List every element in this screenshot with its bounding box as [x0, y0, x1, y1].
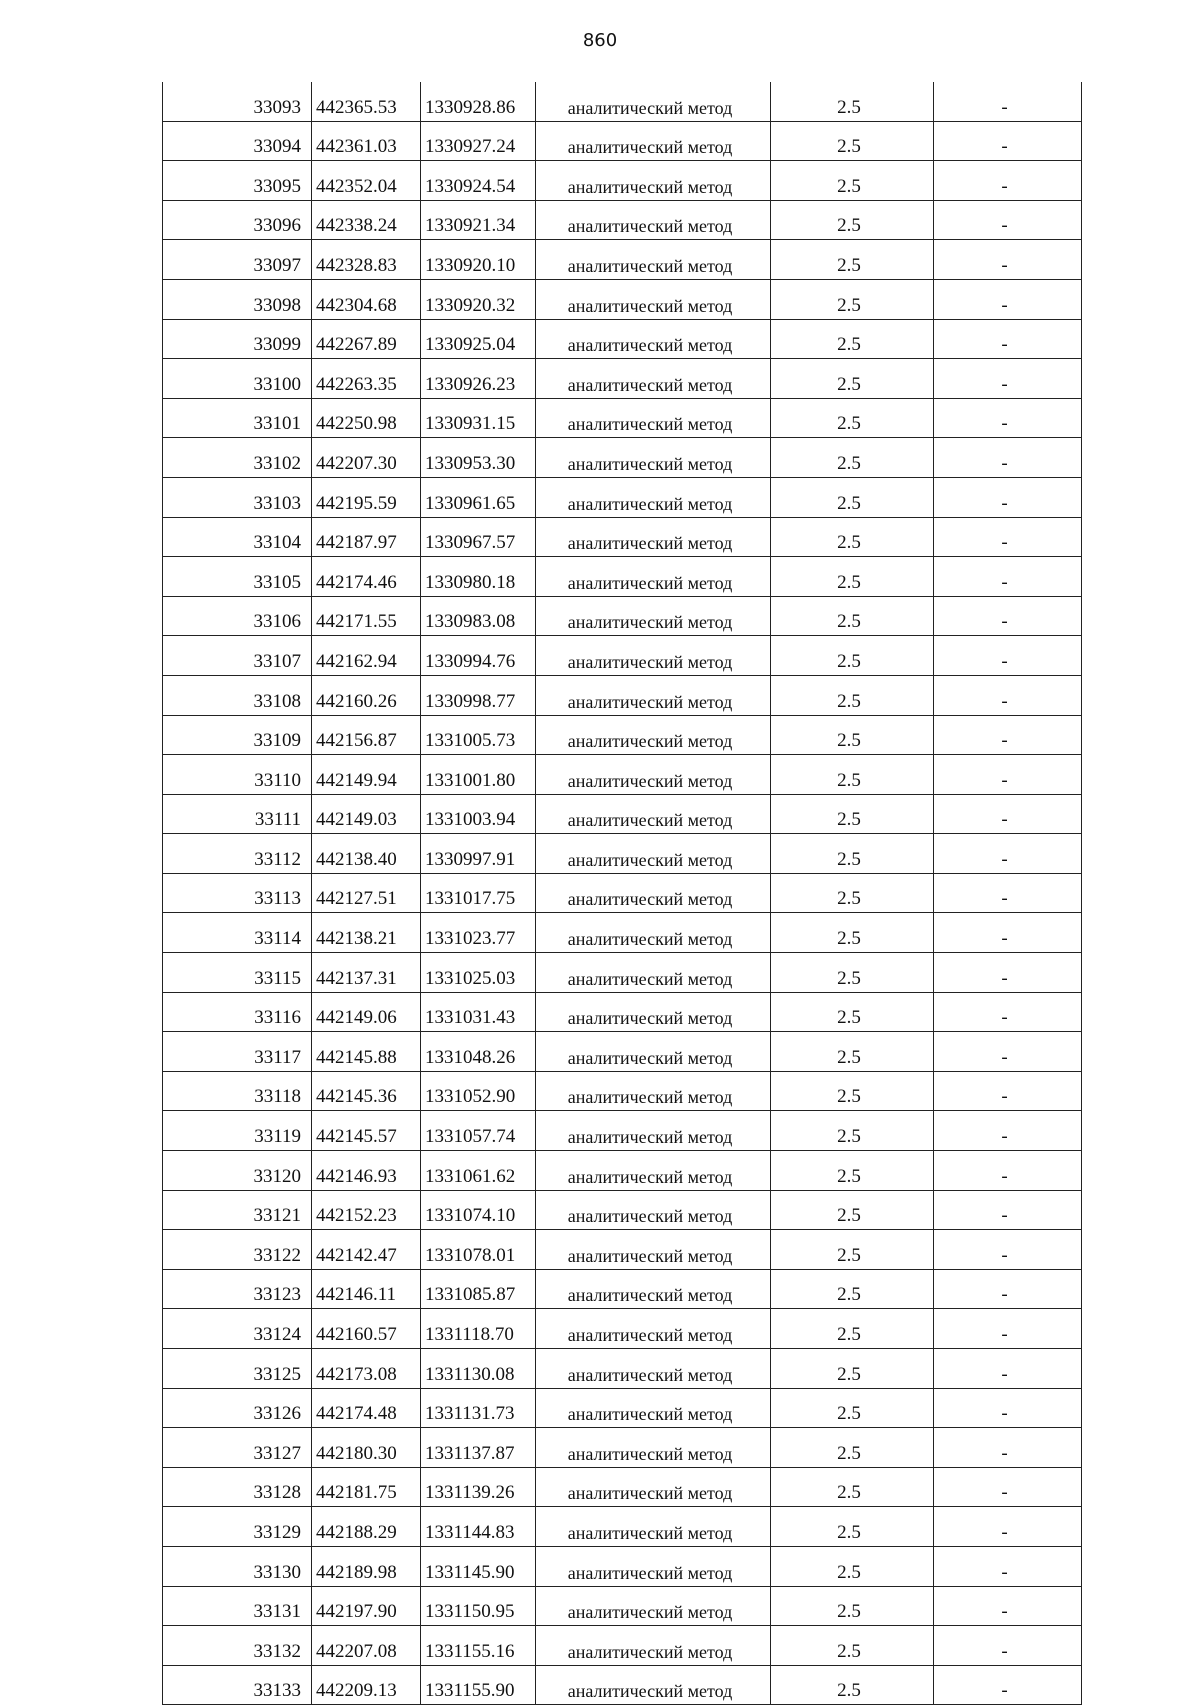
point-number-cell: 33094 — [163, 121, 312, 161]
coordinate-y-cell: 1331061.62 — [421, 1151, 536, 1191]
coordinate-x-cell: 442145.57 — [312, 1111, 421, 1151]
method-cell: аналитический метод — [536, 794, 771, 834]
method-cell: аналитический метод — [536, 438, 771, 478]
coordinate-y-cell: 1331131.73 — [421, 1388, 536, 1428]
coordinate-x-cell: 442338.24 — [312, 200, 421, 240]
method-cell: аналитический метод — [536, 1546, 771, 1586]
description-cell: - — [934, 200, 1082, 240]
method-cell: аналитический метод — [536, 992, 771, 1032]
method-cell: аналитический метод — [536, 557, 771, 597]
point-number-cell: 33108 — [163, 675, 312, 715]
point-number-cell: 33127 — [163, 1428, 312, 1468]
point-number-cell: 33097 — [163, 240, 312, 280]
method-cell: аналитический метод — [536, 636, 771, 676]
table-row — [163, 1467, 1082, 1507]
accuracy-cell: 2.5 — [771, 794, 934, 834]
point-number-cell: 33111 — [163, 794, 312, 834]
coordinate-y-cell: 1331118.70 — [421, 1309, 536, 1349]
method-cell: аналитический метод — [536, 1071, 771, 1111]
accuracy-cell: 2.5 — [771, 636, 934, 676]
description-cell: - — [934, 121, 1082, 161]
coordinate-y-cell: 1330961.65 — [421, 477, 536, 517]
accuracy-cell: 2.5 — [771, 1190, 934, 1230]
coordinate-y-cell: 1331139.26 — [421, 1467, 536, 1507]
table-row — [163, 121, 1082, 161]
method-cell: аналитический метод — [536, 1032, 771, 1072]
coordinate-x-cell: 442361.03 — [312, 121, 421, 161]
accuracy-cell: 2.5 — [771, 240, 934, 280]
accuracy-cell: 2.5 — [771, 1349, 934, 1389]
method-cell: аналитический метод — [536, 675, 771, 715]
coordinates-table — [162, 82, 1082, 1705]
point-number-cell: 33098 — [163, 279, 312, 319]
point-number-cell: 33093 — [163, 82, 312, 121]
description-cell: - — [934, 596, 1082, 636]
table-row — [163, 794, 1082, 834]
description-cell: - — [934, 240, 1082, 280]
description-cell: - — [934, 992, 1082, 1032]
description-cell: - — [934, 1626, 1082, 1666]
coordinate-x-cell: 442149.03 — [312, 794, 421, 834]
table-row — [163, 1428, 1082, 1468]
accuracy-cell: 2.5 — [771, 319, 934, 359]
page-number: 860 — [582, 30, 618, 51]
accuracy-cell: 2.5 — [771, 517, 934, 557]
method-cell: аналитический метод — [536, 279, 771, 319]
point-number-cell: 33130 — [163, 1546, 312, 1586]
accuracy-cell: 2.5 — [771, 1626, 934, 1666]
coordinate-x-cell: 442137.31 — [312, 953, 421, 993]
description-cell: - — [934, 1190, 1082, 1230]
table-row — [163, 517, 1082, 557]
accuracy-cell: 2.5 — [771, 1032, 934, 1072]
accuracy-cell: 2.5 — [771, 1388, 934, 1428]
coordinate-x-cell: 442181.75 — [312, 1467, 421, 1507]
method-cell: аналитический метод — [536, 1309, 771, 1349]
description-cell: - — [934, 873, 1082, 913]
method-cell: аналитический метод — [536, 1665, 771, 1705]
method-cell: аналитический метод — [536, 715, 771, 755]
point-number-cell: 33103 — [163, 477, 312, 517]
table-row — [163, 1586, 1082, 1626]
description-cell: - — [934, 517, 1082, 557]
coordinate-x-cell: 442365.53 — [312, 82, 421, 121]
table-row — [163, 319, 1082, 359]
coordinate-x-cell: 442174.46 — [312, 557, 421, 597]
coordinate-y-cell: 1331074.10 — [421, 1190, 536, 1230]
table-row — [163, 1230, 1082, 1270]
coordinate-y-cell: 1330928.86 — [421, 82, 536, 121]
description-cell: - — [934, 82, 1082, 121]
accuracy-cell: 2.5 — [771, 359, 934, 399]
table-row — [163, 557, 1082, 597]
method-cell: аналитический метод — [536, 477, 771, 517]
coordinate-x-cell: 442173.08 — [312, 1349, 421, 1389]
coordinate-y-cell: 1330998.77 — [421, 675, 536, 715]
description-cell: - — [934, 755, 1082, 795]
method-cell: аналитический метод — [536, 1626, 771, 1666]
description-cell: - — [934, 1309, 1082, 1349]
coordinate-y-cell: 1330967.57 — [421, 517, 536, 557]
coordinate-x-cell: 442149.06 — [312, 992, 421, 1032]
description-cell: - — [934, 438, 1082, 478]
accuracy-cell: 2.5 — [771, 398, 934, 438]
point-number-cell: 33102 — [163, 438, 312, 478]
method-cell: аналитический метод — [536, 1230, 771, 1270]
method-cell: аналитический метод — [536, 1349, 771, 1389]
accuracy-cell: 2.5 — [771, 992, 934, 1032]
description-cell: - — [934, 636, 1082, 676]
coordinate-y-cell: 1331057.74 — [421, 1111, 536, 1151]
coordinate-x-cell: 442263.35 — [312, 359, 421, 399]
table-row — [163, 596, 1082, 636]
description-cell: - — [934, 1546, 1082, 1586]
coordinate-y-cell: 1330921.34 — [421, 200, 536, 240]
description-cell: - — [934, 359, 1082, 399]
point-number-cell: 33126 — [163, 1388, 312, 1428]
table-row — [163, 398, 1082, 438]
table-row — [163, 636, 1082, 676]
table-row — [163, 1349, 1082, 1389]
coordinate-y-cell: 1331078.01 — [421, 1230, 536, 1270]
method-cell: аналитический метод — [536, 398, 771, 438]
coordinate-x-cell: 442171.55 — [312, 596, 421, 636]
description-cell: - — [934, 1071, 1082, 1111]
accuracy-cell: 2.5 — [771, 279, 934, 319]
accuracy-cell: 2.5 — [771, 200, 934, 240]
point-number-cell: 33106 — [163, 596, 312, 636]
accuracy-cell: 2.5 — [771, 1269, 934, 1309]
method-cell: аналитический метод — [536, 596, 771, 636]
accuracy-cell: 2.5 — [771, 477, 934, 517]
method-cell: аналитический метод — [536, 1388, 771, 1428]
point-number-cell: 33096 — [163, 200, 312, 240]
point-number-cell: 33128 — [163, 1467, 312, 1507]
coordinate-y-cell: 1331155.90 — [421, 1665, 536, 1705]
method-cell: аналитический метод — [536, 1586, 771, 1626]
table-row — [163, 675, 1082, 715]
description-cell: - — [934, 953, 1082, 993]
coordinate-x-cell: 442188.29 — [312, 1507, 421, 1547]
table-row — [163, 834, 1082, 874]
point-number-cell: 33112 — [163, 834, 312, 874]
accuracy-cell: 2.5 — [771, 1230, 934, 1270]
point-number-cell: 33122 — [163, 1230, 312, 1270]
coordinate-x-cell: 442145.88 — [312, 1032, 421, 1072]
coordinate-y-cell: 1330927.24 — [421, 121, 536, 161]
coordinate-x-cell: 442142.47 — [312, 1230, 421, 1270]
description-cell: - — [934, 1428, 1082, 1468]
point-number-cell: 33133 — [163, 1665, 312, 1705]
coordinate-y-cell: 1330924.54 — [421, 161, 536, 201]
coordinate-y-cell: 1331085.87 — [421, 1269, 536, 1309]
accuracy-cell: 2.5 — [771, 675, 934, 715]
coordinate-x-cell: 442138.40 — [312, 834, 421, 874]
coordinate-y-cell: 1330925.04 — [421, 319, 536, 359]
method-cell: аналитический метод — [536, 873, 771, 913]
coordinate-y-cell: 1331155.16 — [421, 1626, 536, 1666]
point-number-cell: 33115 — [163, 953, 312, 993]
table-body — [163, 82, 1082, 1705]
coordinate-x-cell: 442250.98 — [312, 398, 421, 438]
coordinate-y-cell: 1331031.43 — [421, 992, 536, 1032]
table-row — [163, 82, 1082, 121]
point-number-cell: 33107 — [163, 636, 312, 676]
coordinate-x-cell: 442149.94 — [312, 755, 421, 795]
table-row — [163, 1507, 1082, 1547]
method-cell: аналитический метод — [536, 953, 771, 993]
coordinate-x-cell: 442207.30 — [312, 438, 421, 478]
coordinate-y-cell: 1331001.80 — [421, 755, 536, 795]
table-row — [163, 755, 1082, 795]
accuracy-cell: 2.5 — [771, 1586, 934, 1626]
method-cell: аналитический метод — [536, 517, 771, 557]
accuracy-cell: 2.5 — [771, 1309, 934, 1349]
table-row — [163, 1546, 1082, 1586]
point-number-cell: 33125 — [163, 1349, 312, 1389]
accuracy-cell: 2.5 — [771, 121, 934, 161]
description-cell: - — [934, 834, 1082, 874]
point-number-cell: 33104 — [163, 517, 312, 557]
accuracy-cell: 2.5 — [771, 913, 934, 953]
table-row — [163, 1388, 1082, 1428]
method-cell: аналитический метод — [536, 359, 771, 399]
coordinate-x-cell: 442197.90 — [312, 1586, 421, 1626]
method-cell: аналитический метод — [536, 240, 771, 280]
accuracy-cell: 2.5 — [771, 161, 934, 201]
description-cell: - — [934, 161, 1082, 201]
description-cell: - — [934, 1230, 1082, 1270]
coordinate-y-cell: 1331137.87 — [421, 1428, 536, 1468]
table-row — [163, 1032, 1082, 1072]
coordinate-y-cell: 1331052.90 — [421, 1071, 536, 1111]
coordinate-x-cell: 442146.93 — [312, 1151, 421, 1191]
accuracy-cell: 2.5 — [771, 1428, 934, 1468]
method-cell: аналитический метод — [536, 82, 771, 121]
coordinate-y-cell: 1331144.83 — [421, 1507, 536, 1547]
coordinate-y-cell: 1330931.15 — [421, 398, 536, 438]
method-cell: аналитический метод — [536, 1269, 771, 1309]
table-row — [163, 161, 1082, 201]
description-cell: - — [934, 913, 1082, 953]
table-row — [163, 1665, 1082, 1705]
point-number-cell: 33109 — [163, 715, 312, 755]
point-number-cell: 33114 — [163, 913, 312, 953]
accuracy-cell: 2.5 — [771, 1546, 934, 1586]
accuracy-cell: 2.5 — [771, 1467, 934, 1507]
table-row — [163, 992, 1082, 1032]
coordinate-x-cell: 442189.98 — [312, 1546, 421, 1586]
coordinate-x-cell: 442156.87 — [312, 715, 421, 755]
accuracy-cell: 2.5 — [771, 1151, 934, 1191]
coordinate-y-cell: 1331005.73 — [421, 715, 536, 755]
description-cell: - — [934, 1665, 1082, 1705]
coordinate-y-cell: 1330983.08 — [421, 596, 536, 636]
coordinate-x-cell: 442160.26 — [312, 675, 421, 715]
description-cell: - — [934, 1467, 1082, 1507]
description-cell: - — [934, 715, 1082, 755]
point-number-cell: 33117 — [163, 1032, 312, 1072]
accuracy-cell: 2.5 — [771, 1507, 934, 1547]
coordinate-x-cell: 442138.21 — [312, 913, 421, 953]
method-cell: аналитический метод — [536, 834, 771, 874]
coordinate-y-cell: 1331048.26 — [421, 1032, 536, 1072]
coordinate-y-cell: 1330994.76 — [421, 636, 536, 676]
coordinate-y-cell: 1331150.95 — [421, 1586, 536, 1626]
coordinate-y-cell: 1330997.91 — [421, 834, 536, 874]
point-number-cell: 33129 — [163, 1507, 312, 1547]
description-cell: - — [934, 1349, 1082, 1389]
coordinate-x-cell: 442195.59 — [312, 477, 421, 517]
coordinate-x-cell: 442352.04 — [312, 161, 421, 201]
point-number-cell: 33132 — [163, 1626, 312, 1666]
accuracy-cell: 2.5 — [771, 557, 934, 597]
coordinate-x-cell: 442162.94 — [312, 636, 421, 676]
coordinate-y-cell: 1331017.75 — [421, 873, 536, 913]
description-cell: - — [934, 1111, 1082, 1151]
description-cell: - — [934, 319, 1082, 359]
point-number-cell: 33100 — [163, 359, 312, 399]
coordinate-x-cell: 442180.30 — [312, 1428, 421, 1468]
point-number-cell: 33113 — [163, 873, 312, 913]
method-cell: аналитический метод — [536, 1507, 771, 1547]
point-number-cell: 33105 — [163, 557, 312, 597]
coordinate-y-cell: 1330980.18 — [421, 557, 536, 597]
coordinate-x-cell: 442160.57 — [312, 1309, 421, 1349]
coordinate-y-cell: 1331025.03 — [421, 953, 536, 993]
table-row — [163, 1151, 1082, 1191]
accuracy-cell: 2.5 — [771, 755, 934, 795]
point-number-cell: 33121 — [163, 1190, 312, 1230]
description-cell: - — [934, 1151, 1082, 1191]
coordinate-x-cell: 442267.89 — [312, 319, 421, 359]
point-number-cell: 33099 — [163, 319, 312, 359]
description-cell: - — [934, 1388, 1082, 1428]
table-row — [163, 1309, 1082, 1349]
description-cell: - — [934, 1586, 1082, 1626]
table-row — [163, 1111, 1082, 1151]
accuracy-cell: 2.5 — [771, 1665, 934, 1705]
description-cell: - — [934, 794, 1082, 834]
method-cell: аналитический метод — [536, 1428, 771, 1468]
coordinate-y-cell: 1331023.77 — [421, 913, 536, 953]
point-number-cell: 33095 — [163, 161, 312, 201]
coordinate-y-cell: 1330920.10 — [421, 240, 536, 280]
coordinate-x-cell: 442145.36 — [312, 1071, 421, 1111]
coordinate-x-cell: 442209.13 — [312, 1665, 421, 1705]
table-row — [163, 1269, 1082, 1309]
table-row — [163, 1190, 1082, 1230]
coordinate-x-cell: 442304.68 — [312, 279, 421, 319]
accuracy-cell: 2.5 — [771, 715, 934, 755]
point-number-cell: 33116 — [163, 992, 312, 1032]
method-cell: аналитический метод — [536, 121, 771, 161]
accuracy-cell: 2.5 — [771, 82, 934, 121]
table-row — [163, 1071, 1082, 1111]
description-cell: - — [934, 1032, 1082, 1072]
table-row — [163, 953, 1082, 993]
coordinate-y-cell: 1330953.30 — [421, 438, 536, 478]
table-row — [163, 873, 1082, 913]
coordinate-y-cell: 1331130.08 — [421, 1349, 536, 1389]
coordinate-x-cell: 442207.08 — [312, 1626, 421, 1666]
accuracy-cell: 2.5 — [771, 596, 934, 636]
table-row — [163, 1626, 1082, 1666]
point-number-cell: 33124 — [163, 1309, 312, 1349]
description-cell: - — [934, 477, 1082, 517]
point-number-cell: 33118 — [163, 1071, 312, 1111]
method-cell: аналитический метод — [536, 755, 771, 795]
coordinate-y-cell: 1330926.23 — [421, 359, 536, 399]
accuracy-cell: 2.5 — [771, 953, 934, 993]
method-cell: аналитический метод — [536, 1467, 771, 1507]
description-cell: - — [934, 1269, 1082, 1309]
method-cell: аналитический метод — [536, 1151, 771, 1191]
accuracy-cell: 2.5 — [771, 438, 934, 478]
description-cell: - — [934, 675, 1082, 715]
description-cell: - — [934, 398, 1082, 438]
point-number-cell: 33119 — [163, 1111, 312, 1151]
coordinate-x-cell: 442328.83 — [312, 240, 421, 280]
point-number-cell: 33123 — [163, 1269, 312, 1309]
method-cell: аналитический метод — [536, 913, 771, 953]
coordinate-x-cell: 442152.23 — [312, 1190, 421, 1230]
accuracy-cell: 2.5 — [771, 834, 934, 874]
coordinate-x-cell: 442127.51 — [312, 873, 421, 913]
table-row — [163, 279, 1082, 319]
table-row — [163, 200, 1082, 240]
table-row — [163, 477, 1082, 517]
method-cell: аналитический метод — [536, 200, 771, 240]
table-row — [163, 715, 1082, 755]
table-row — [163, 438, 1082, 478]
accuracy-cell: 2.5 — [771, 1111, 934, 1151]
coordinate-x-cell: 442146.11 — [312, 1269, 421, 1309]
method-cell: аналитический метод — [536, 1111, 771, 1151]
table-row — [163, 913, 1082, 953]
accuracy-cell: 2.5 — [771, 1071, 934, 1111]
point-number-cell: 33120 — [163, 1151, 312, 1191]
description-cell: - — [934, 279, 1082, 319]
description-cell: - — [934, 557, 1082, 597]
accuracy-cell: 2.5 — [771, 873, 934, 913]
coordinate-y-cell: 1330920.32 — [421, 279, 536, 319]
coordinate-x-cell: 442174.48 — [312, 1388, 421, 1428]
method-cell: аналитический метод — [536, 319, 771, 359]
point-number-cell: 33131 — [163, 1586, 312, 1626]
point-number-cell: 33110 — [163, 755, 312, 795]
method-cell: аналитический метод — [536, 161, 771, 201]
table-row — [163, 240, 1082, 280]
method-cell: аналитический метод — [536, 1190, 771, 1230]
coordinate-x-cell: 442187.97 — [312, 517, 421, 557]
coordinate-y-cell: 1331145.90 — [421, 1546, 536, 1586]
table-row — [163, 359, 1082, 399]
description-cell: - — [934, 1507, 1082, 1547]
point-number-cell: 33101 — [163, 398, 312, 438]
coordinate-y-cell: 1331003.94 — [421, 794, 536, 834]
